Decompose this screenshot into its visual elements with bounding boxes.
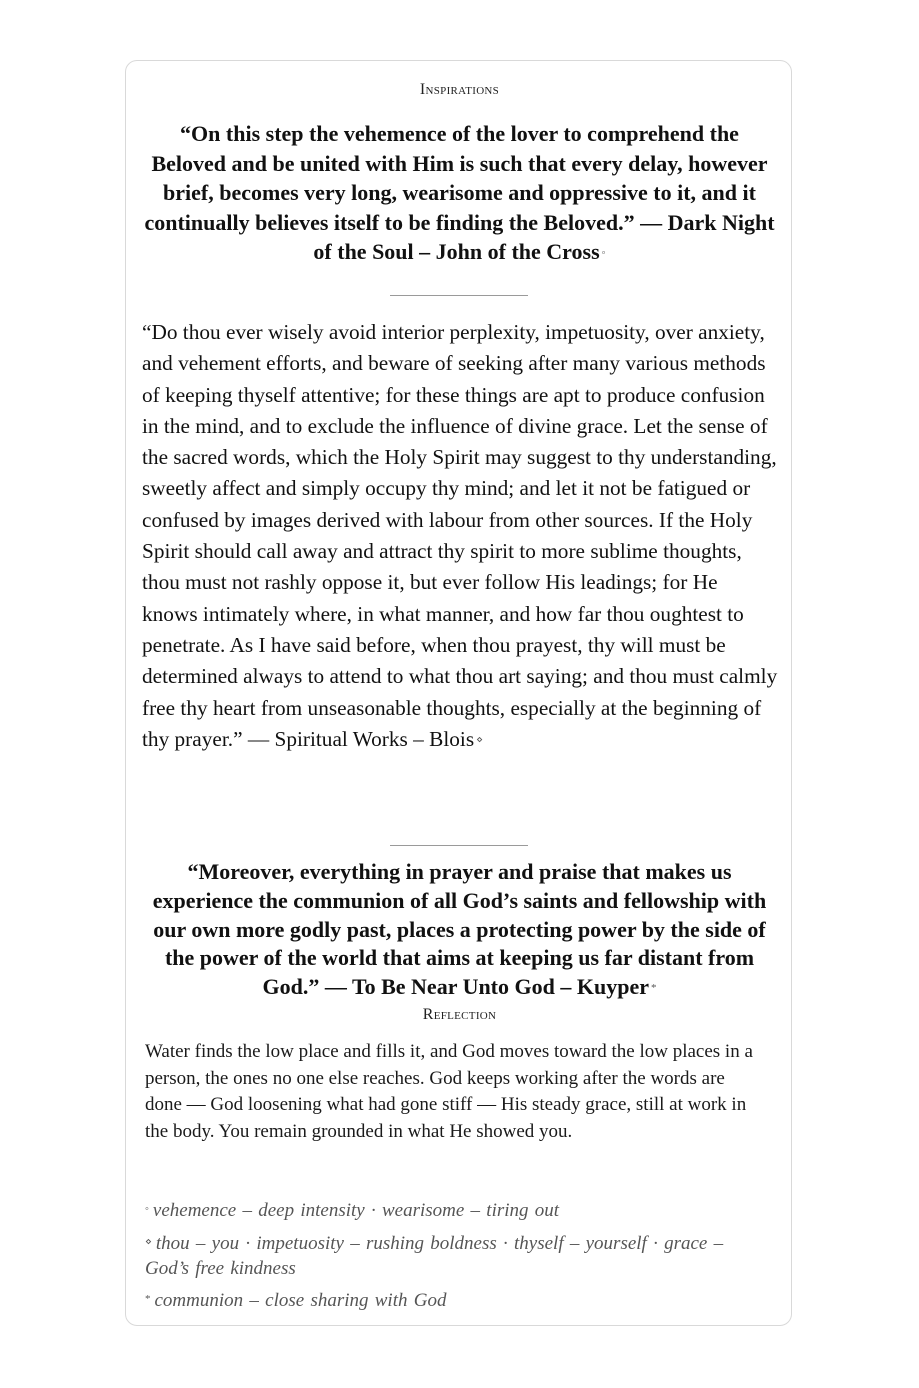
divider: [390, 845, 528, 846]
gloss-text: vehemence – deep intensity · wearisome – tiring out: [152, 1200, 560, 1221]
divider: [390, 295, 528, 296]
reflection-text: Water finds the low place and fills it, and God moves toward the low places in a person, the ones no one else reaches. God keeps working after the words are done — God loosening what had gone stiff — His steady grace, still at work in the body. You remain grounded in what He showed you.: [145, 1041, 753, 1142]
footnote-mark: *: [650, 982, 657, 995]
footnote-mark: ⋄: [145, 1236, 152, 1248]
section-label-reflection: Reflection: [422, 1006, 497, 1023]
footnote-mark: ◦: [145, 1203, 149, 1215]
footnote-mark: *: [145, 1293, 151, 1305]
quote-blois: [142, 317, 778, 756]
inspirations-card: [125, 60, 792, 1326]
gloss-line: [145, 1197, 765, 1223]
quote-text: “On this step the vehemence of the lover to comprehend the Beloved and be united with Him is such that every delay, however brief, becomes very long, wearisome and oppressive to it, and it continually believes itself to be finding the Beloved.” — Dark Night of the Soul – John of the Cross: [144, 121, 775, 264]
footnote-mark: ◦: [601, 247, 606, 259]
quote-john-of-the-cross: [142, 119, 777, 269]
gloss-line: [145, 1230, 765, 1281]
quote-text: “Do thou ever wisely avoid interior perplexity, impetuosity, over anxiety, and vehement efforts, and beware of seeking after many various methods of keeping thyself attentive; for these things are apt to produce confusion in the mind, and to exclude the influence of divine grace. Let the sense of the sacred words, which the Holy Spirit may suggest to thy understanding, sweetly affect and simply occupy thy mind; and let it not be fatigued or confused by images derived with labour from other sources. If the Holy Spirit should call away and attract thy spirit to more sublime thoughts, thou must not rashly oppose it, but ever follow His leadings; for He knows intimately where, in what manner, and how far thou oughtest to penetrate. As I have said before, when thou prayest, thy will must be determined always to attend to what thou art saying; and thou must calmly free thy heart from unseasonable thoughts, especially at the beginning of thy prayer.” — Spiritual Works – Blois: [142, 320, 778, 751]
section-label-inspirations: Inspirations: [419, 81, 500, 98]
footnote-mark: ⋄: [476, 733, 483, 746]
gloss-text: communion – close sharing with God: [154, 1290, 447, 1311]
gloss-line: [145, 1287, 765, 1313]
quote-kuyper: [142, 858, 777, 1003]
quote-text: “Moreover, everything in prayer and praise that makes us experience the communion of all God’s saints and fellowship with our own more godly past, places a protecting power by the side of the power of the world that aims at keeping us far distant from God.” — To Be Near Unto God – Kuyper: [152, 859, 767, 1000]
gloss-text: thou – you · impetuosity – rushing boldness · thyself – yourself · grace – God’s free kindness: [145, 1233, 724, 1279]
